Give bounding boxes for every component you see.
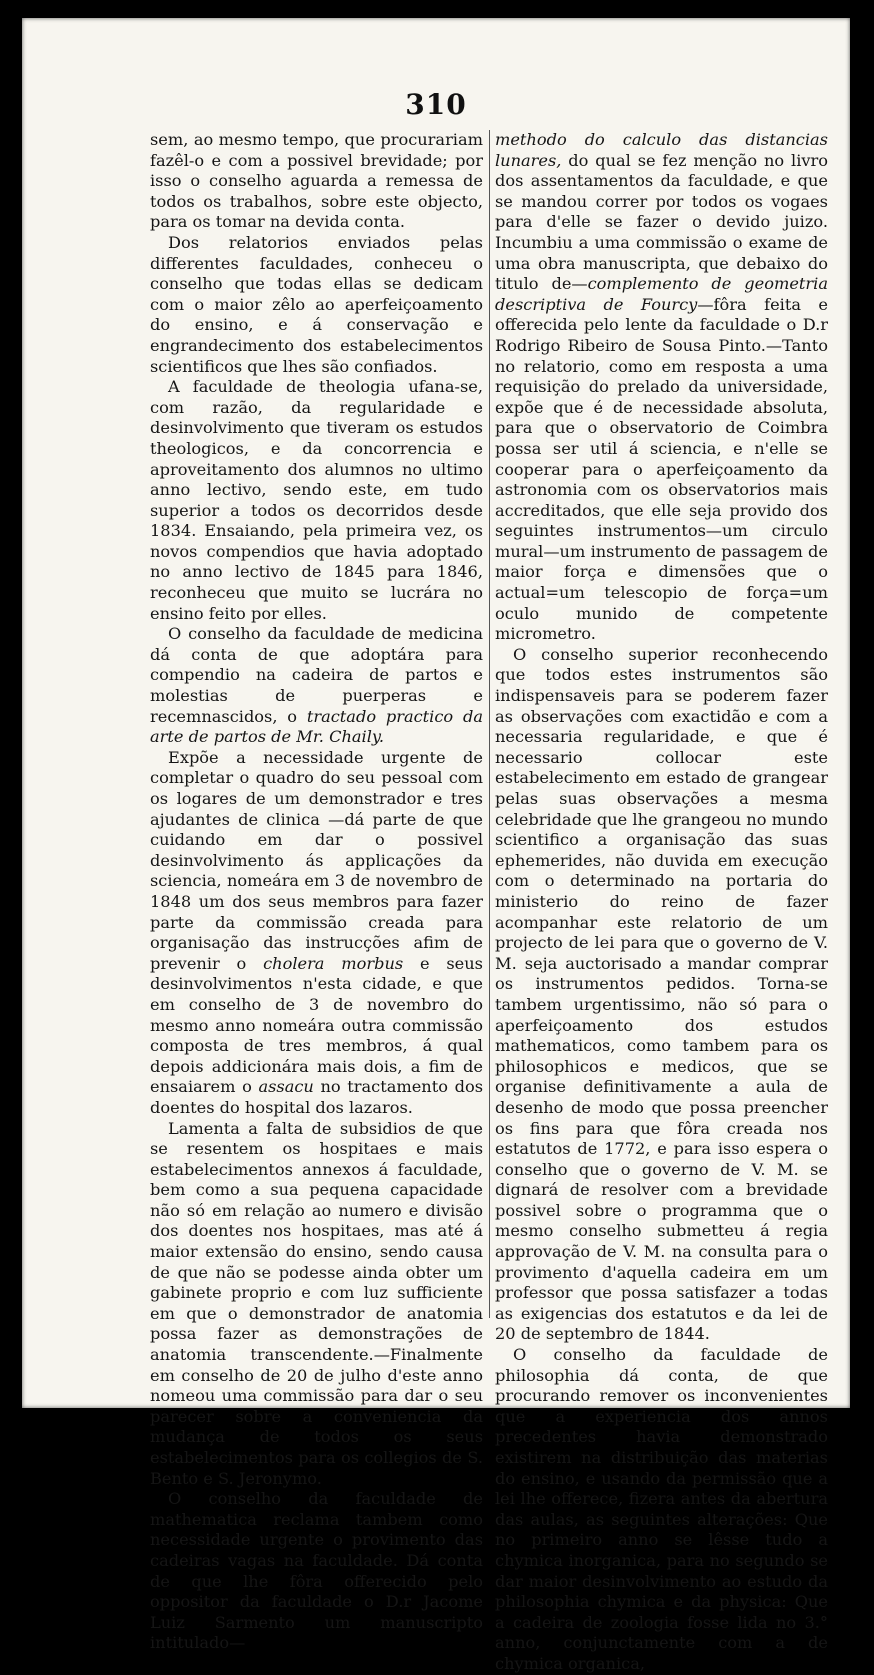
page-number: 310: [405, 88, 467, 121]
text-run: e seus desinvolvimentos n'esta cidade, e que em conselho de 3 de novembro do mesmo anno nomeára outra commissão composta de tres membros, á qual depois addicionára mais dois, a fim de ensaiarem o: [150, 953, 483, 1097]
italic-term: assacu: [258, 1077, 314, 1097]
paragraph: A faculdade de theologia ufana-se, com razão, da regularidade e desinvolvimento que tiveram os estudos theologicos, e da concorrencia e aproveitamento dos alumnos no ultimo anno lectivo, sendo este, em tudo superior a todos os decorridos desde 1834. Ensaiando, pela primeira vez, os novos compendios que havia adoptado no anno lectivo de 1845 para 1846, reconheceu que muito se lucrára no ensino feito por elles.: [150, 377, 483, 623]
text-run: —fôra feita e offerecida pelo lente da faculdade o D.r Rodrigo Ribeiro de Sousa Pinto.—Tanto no relatorio, como em resposta a uma requisição do prelado da universidade, expõe que é de necessidade absoluta, para que o observatorio de Coimbra possa ser util á sciencia, e n'elle se cooperar para o aperfeiçoamento da astronomia com os observatorios mais accreditados, que elle seja provido dos seguintes instrumentos—um circulo mural—um instrumento de passagem de maior força e dimensões que o actual=um telescopio de força=um oculo munido de competente micrometro.: [495, 294, 828, 644]
paragraph: Lamenta a falta de subsidios de que se resentem os hospitaes e mais estabelecimentos annexos á faculdade, bem como a sua pequena capacidade não só em relação ao numero e divisão dos doentes nos hospitaes, mas até á maior extensão do ensino, sendo causa de que não se podesse ainda obter um gabinete proprio e com luz sufficiente em que o demonstrador de anatomia possa fazer as demonstrações de anatomia transcendente.—Finalmente em conselho de 20 de julho d'este anno nomeou uma commissão para dar o seu parecer sobre a conveniencia da mudança de todos os seus estabelecimentos para os collegios de S. Bento e S. Jeronymo.: [150, 1118, 483, 1488]
paragraph: [150, 624, 483, 748]
text-run: no tractamento dos doentes do hospital dos lazaros.: [150, 1077, 484, 1117]
left-column: [150, 130, 483, 1654]
italic-title: methodo do calculo das distancias lunares,: [495, 130, 828, 170]
text-run: do qual se fez menção no livro dos assentamentos da faculdade, e que se mandou correr por todos os vogaes para d'elle se fazer o devido juizo. Incumbiu a uma commissão o exame de uma obra manuscripta, que debaixo do titulo de—: [495, 150, 828, 294]
paragraph: [495, 130, 828, 645]
italic-title: tractado practico da arte de partos de Mr. Chaily.: [150, 706, 483, 747]
paragraph: [150, 748, 483, 1119]
right-column: [495, 130, 828, 1675]
paragraph: O conselho da faculdade de philosophia dá conta, de que procurando remover os inconvenientes que a experiencia dos annos precedentes havia demonstrado existirem na distribuição das materias do ensino, e usando da permissão que a lei lhe offerece, fizera antes da abertura das aulas, as seguintes alterações: Que no primeiro anno se lêsse tudo a chymica inorganica, para no segundo se dar maior desinvolvimento ao estudo da philosophia chymica e da physica: Que a cadeira de zoologia fosse lida no 3.° anno, conjunctamente com a de chymica organica,: [495, 1345, 828, 1673]
italic-term: cholera morbus: [263, 953, 404, 973]
text-run: O conselho da faculdade de medicina dá conta de que adoptára para compendio na cadeira de partos e molestias de puerperas e recemnascidos, o: [150, 624, 483, 726]
paragraph: O conselho da faculdade de mathematica reclama tambem como necessidade urgente o provimento das cadeiras vagas na faculdade. Dá conta de que lhe fôra offerecido pelo oppositor da faculdade o D.r Jacome Luiz Sarmento um manuscripto intitulado—: [150, 1489, 483, 1653]
paragraph: sem, ao mesmo tempo, que procurariam fazêl-o e com a possivel brevidade; por isso o conselho aguarda a remessa de todos os trabalhos, sobre este objecto, para os tomar na devida conta.: [150, 130, 483, 232]
document-page: [22, 18, 850, 1673]
italic-title: complemento de geometria descriptiva de Fourcy: [495, 274, 828, 314]
column-divider: [489, 130, 490, 1318]
paragraph: O conselho superior reconhecendo que todos estes instrumentos são indispensaveis para se poderem fazer as observações com exactidão e com a necessaria regularidade, e que é necessario collocar este estabelecimento em estado de grangear pelas suas observações a mesma celebridade que lhe grangeou no mundo scientifico a organisação das suas ephemerides, não duvida em execução com o determinado na portaria do ministerio do reino de fazer acompanhar este relatorio de um projecto de lei para que o governo de V. M. seja auctorisado a mandar comprar os instrumentos pedidos. Torna-se tambem urgentissimo, não só para o aperfeiçoamento dos estudos mathematicos, como tambem para os philosophicos e medicos, que se organise definitivamente a aula de desenho de modo que possa preencher os fins para que fôra creada nos estatutos de 1772, e para isso espera o conselho que o governo de V. M. se dignará de resolver com a brevidade possivel sobre o programma que o mesmo conselho submetteu á regia approvação de V. M. na consulta para o provimento d'aquella cadeira em um professor que possa satisfazer a todas as exigencias dos estatutos e da lei de 20 de septembro de 1844.: [495, 644, 828, 1344]
text-run: Expõe a necessidade urgente de completar o quadro do seu pessoal com os logares de um demonstrador e tres ajudantes de clinica —dá parte de que cuidando em dar o possivel desinvolvimento ás applicações da sciencia, nomeára em 3 de novembro de 1848 um dos seus membros para fazer parte da commissão creada para organisação das instrucções afim de prevenir o: [150, 747, 483, 973]
paragraph: Dos relatorios enviados pelas differentes faculdades, conheceu o conselho que todas ellas se dedicam com o maior zêlo ao aperfeiçoamento do ensino, e á conservação e engrandecimento dos estabelecimentos scientificos que lhes são confiados.: [150, 232, 483, 376]
